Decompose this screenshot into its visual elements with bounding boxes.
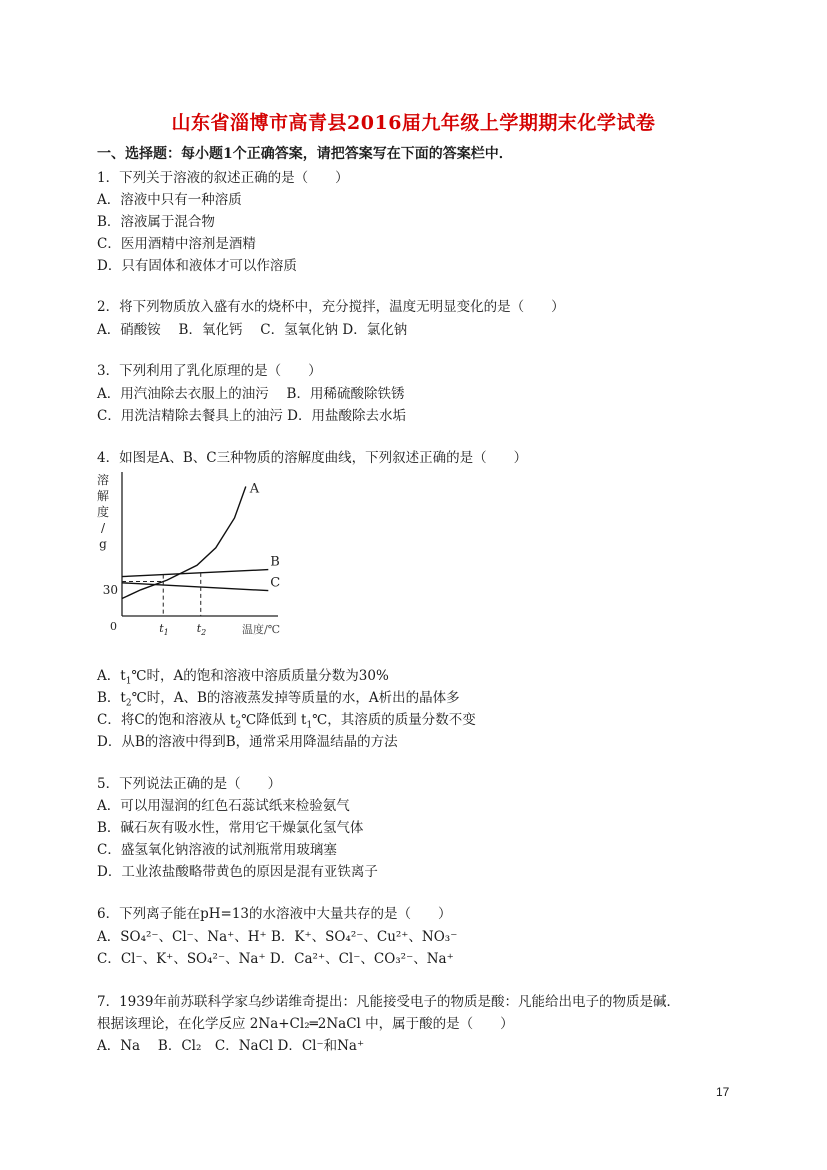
q4-stem: 4．如图是A、B、C三种物质的溶解度曲线，下列叙述正确的是（ ） bbox=[97, 450, 528, 466]
x-tick-label-t1: $t_1$ bbox=[159, 622, 169, 637]
q1-option-a: A．溶液中只有一种溶质 bbox=[97, 192, 242, 208]
q6-options-cd: C．Cl⁻、K⁺、SO₄²⁻、Na⁺ D．Ca²⁺、Cl⁻、CO₃²⁻、Na⁺ bbox=[97, 951, 454, 967]
q2-options: A．硝酸铵 B．氧化钙 C．氢氧化钠 D．氯化钠 bbox=[97, 322, 408, 338]
q5-option-b: B．碱石灰有吸水性，常用它干燥氯化氢气体 bbox=[97, 820, 364, 836]
q4-option-a: A．$t_1℃$时，A的饱和溶液中溶质质量分数为30% bbox=[97, 668, 389, 687]
q5-stem: 5．下列说法正确的是（ ） bbox=[97, 776, 282, 792]
series-B-curve bbox=[122, 570, 268, 577]
x-axis-label: 温度/℃ bbox=[242, 623, 281, 636]
q7-options: A．Na B．Cl₂ C．NaCl D．Cl⁻和Na⁺ bbox=[97, 1038, 365, 1054]
q4-option-b: B．$t_2℃$时，A、B的溶液蒸发掉等质量的水，A析出的晶体多 bbox=[97, 690, 460, 709]
q7-stem-line2: 根据该理论，在化学反应 2Na+Cl₂═2NaCl 中，属于酸的是（ ） bbox=[97, 1016, 514, 1032]
series-C-curve bbox=[122, 583, 268, 591]
y-axis-label-char: 解 bbox=[96, 489, 110, 503]
section-heading: 一、选择题：每小题1个正确答案，请把答案写在下面的答案栏中． bbox=[97, 146, 513, 162]
origin-label: 0 bbox=[110, 620, 117, 633]
q1-option-c: C．医用酒精中溶剂是酒精 bbox=[97, 236, 256, 252]
q6-stem: 6．下列离子能在pH=13的水溶液中大量共存的是（ ） bbox=[97, 906, 452, 922]
q5-option-d: D．工业浓盐酸略带黄色的原因是混有亚铁离子 bbox=[97, 864, 378, 880]
series-C-label: C bbox=[270, 575, 281, 591]
y-axis-label-char: g bbox=[99, 537, 107, 551]
q1-stem: 1．下列关于溶液的叙述正确的是（ ） bbox=[97, 170, 349, 186]
q5-option-c: C．盛氢氧化钠溶液的试剂瓶常用玻璃塞 bbox=[97, 842, 337, 858]
q5-option-a: A．可以用湿润的红色石蕊试纸来检验氨气 bbox=[97, 798, 350, 814]
q4-option-c: C．将C的饱和溶液从 $t_2℃$降低到 $t_1℃$，其溶质的质量分数不变 bbox=[97, 712, 476, 731]
page-title: 山东省淄博市高青县2016届九年级上学期期末化学试卷 bbox=[171, 112, 656, 134]
y-axis-label-char: 溶 bbox=[96, 473, 110, 487]
y-axis-label-char: 度 bbox=[96, 505, 110, 519]
q7-stem-line1: 7．1939年前苏联科学家乌纱诺维奇提出：凡能接受电子的物质是酸：凡能给出电子的物质是碱． bbox=[97, 994, 680, 1010]
x-tick-label-t2: $t_2$ bbox=[196, 622, 207, 637]
q6-options-ab: A．SO₄²⁻、Cl⁻、Na⁺、H⁺ B．K⁺、SO₄²⁻、Cu²⁺、NO₃⁻ bbox=[97, 929, 458, 945]
solubility-chart bbox=[95, 470, 285, 645]
page-number: 17 bbox=[716, 1085, 730, 1099]
q3-options-ab: A．用汽油除去衣服上的油污 B．用稀硫酸除铁锈 bbox=[97, 386, 405, 402]
q1-option-b: B．溶液属于混合物 bbox=[97, 214, 215, 230]
q3-stem: 3．下列利用了乳化原理的是（ ） bbox=[97, 363, 322, 379]
y-axis-label-char: / bbox=[100, 521, 106, 535]
y-tick-label: 30 bbox=[102, 582, 118, 597]
q2-stem: 2．将下列物质放入盛有水的烧杯中，充分搅拌，温度无明显变化的是（ ） bbox=[97, 299, 565, 315]
series-B-label: B bbox=[270, 554, 280, 570]
series-A-label: A bbox=[249, 481, 260, 497]
series-A-curve bbox=[122, 487, 246, 599]
q1-option-d: D．只有固体和液体才可以作溶质 bbox=[97, 258, 297, 274]
q4-option-d: D．从B的溶液中得到B，通常采用降温结晶的方法 bbox=[97, 734, 398, 750]
q3-options-cd: C．用洗洁精除去餐具上的油污 D．用盐酸除去水垢 bbox=[97, 408, 406, 424]
